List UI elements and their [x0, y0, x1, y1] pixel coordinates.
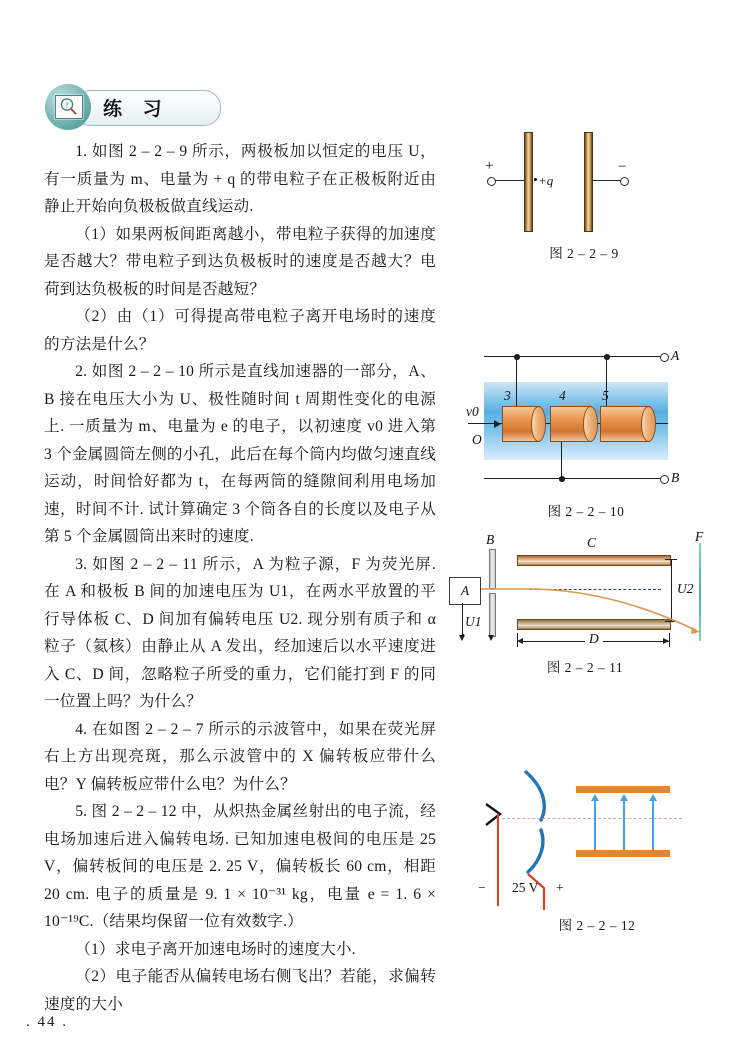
charge-dot: [534, 178, 537, 181]
figure-2-2-9-canvas: [466, 126, 702, 238]
exercise-item-1-sub-2: （2）由（1）可得提高带电粒子离开电场时的速度的方法是什么？: [44, 308, 436, 353]
incoming-beam-line: [468, 423, 496, 424]
cylinder-3-label: 3: [504, 388, 511, 403]
exercise-item-5: 5. 图 2 – 2 – 12 中，从炽热金属丝射出的电子流，经电场加速后进入偏转电场. 已知加速电极间的电压是 25 V，偏转板间的电压是 2. 25 V，偏转板长 60 cm，相距 20 cm. 电子的质量是 9. 1 × 10⁻³¹ kg，电量 e = 1. 6 × 10⁻¹⁹C.（结果均保留一位有效数字.）: [44, 803, 436, 930]
drop-wire-cyl4: [561, 436, 562, 479]
beam-axis-dashed: [502, 818, 682, 819]
figure-2-2-12-canvas: [470, 762, 706, 910]
figure-2-2-12: [470, 762, 706, 934]
top-bus-wire: [484, 356, 660, 357]
field-arrow-1-stem: [594, 800, 596, 850]
cathode-lead-wire: [497, 814, 499, 906]
terminal-a-circle: [660, 353, 669, 362]
exercise-section-header: [45, 84, 220, 130]
minus-terminal-label: −: [478, 880, 486, 895]
figure-2-2-10: [466, 346, 706, 520]
drop-wire-cyl3: [516, 356, 517, 410]
cylinder-4-cap: [583, 406, 598, 442]
figure-2-2-11-caption: 图 2 – 2 – 11: [546, 660, 624, 675]
field-arrow-1-head: [591, 794, 599, 801]
figure-2-2-10-canvas: [466, 346, 706, 496]
positive-sign-label: +: [485, 158, 494, 174]
terminal-b-circle: [660, 475, 669, 484]
positive-terminal: [487, 177, 496, 186]
negative-sign-label: −: [618, 159, 627, 175]
screen-label: F: [695, 529, 704, 544]
cylinder-3-cap: [531, 406, 546, 442]
particle-trajectory: [437, 527, 715, 652]
positive-lead: [493, 180, 525, 181]
exercise-item-5-sub-1: （1）求电子离开加速电场时的速度大小.: [75, 940, 356, 958]
negative-lead: [592, 180, 622, 181]
figure-2-2-9-caption: 图 2 – 2 – 9: [549, 246, 619, 261]
exercise-item-1-sub-1: （1）如果两板间距离越小，带电粒子获得的加速度是否越大？带电粒子到达负极板时的速度是否越大？电荷到达负极板的时间是否越短？: [44, 225, 436, 298]
cylinder-5-label: 5: [602, 388, 609, 403]
exercise-item-1: 1. 如图 2 – 2 – 9 所示，两极板加以恒定的电压 U，有一质量为 m、电量为 + q 的带电粒子在正极板附近由静止开始向负极板做直线运动.: [44, 143, 436, 215]
page-number: . 44 .: [26, 1014, 68, 1030]
deflection-plate-top: [576, 786, 670, 793]
plate-c-label: C: [587, 535, 597, 550]
field-arrow-2-head: [620, 794, 628, 801]
incoming-beam-arrowhead: [494, 420, 501, 428]
magnifier-question-icon: [55, 95, 83, 119]
figure-2-2-11-canvas: [437, 527, 715, 652]
exercise-text-column: [44, 138, 436, 1018]
plate-d-label: D: [585, 631, 603, 647]
exercise-item-3: 3. 如图 2 – 2 – 11 所示，A 为粒子源，F 为荧光屏. 在 A 和极板 B 间的加速电压为 U1，在两水平放置的平行导体板 C、D 间加有偏转电压 U2. 现分别有质子和 α 粒子（氦核）由静止从 A 发出，经加速后以水平速度进入 C、D 间，忽略粒子所受的重力，它们能打到 F 的同一位置上吗？为什么？: [44, 555, 436, 710]
particle-source-label: A: [460, 583, 470, 598]
deflection-plate-bottom: [576, 850, 670, 857]
cylinder-4-label: 4: [559, 388, 566, 403]
plus-terminal-label: +: [556, 880, 564, 895]
cylinder-5-cap: [641, 406, 656, 442]
charge-label: +q: [538, 173, 554, 188]
source-voltage-label: 25 V: [512, 880, 539, 895]
figure-2-2-11: [437, 527, 715, 676]
negative-terminal: [620, 177, 629, 186]
figure-2-2-9: [466, 126, 702, 262]
exercise-item-2: 2. 如图 2 – 2 – 10 所示是直线加速器的一部分，A、B 接在电压大小为 U、极性随时间 t 周期性变化的电源上. 一质量为 m、电量为 e 的电子，以初速度 v0 进入第 3 个金属圆筒左侧的小孔，此后在每个筒内均做匀速直线运动，时间恰好都为 t，在每两筒的缝隙间利用电场加速，时间不计. 试计算确定 3 个筒各自的长度以及电子从第 5 个金属圆筒出来时的速度.: [44, 363, 436, 545]
terminal-b-label: B: [671, 470, 680, 485]
figure-2-2-10-caption: 图 2 – 2 – 10: [547, 504, 625, 519]
u1-text: U1: [465, 614, 482, 629]
plate-b-label: B: [486, 532, 495, 547]
exercise-item-5-sub-2: （2）电子能否从偏转电场右侧飞出？若能，求偏转速度的大小: [44, 968, 436, 1013]
svg-text:?: ?: [65, 101, 69, 110]
exercise-item-4: 4. 在如图 2 – 2 – 7 所示的示波管中，如果在荧光屏右上方出现亮斑，那么示波管中的 X 偏转板应带什么电？Y 偏转板应带什么电？为什么？: [44, 720, 436, 793]
field-arrow-3-head: [649, 794, 657, 801]
origin-label: O: [472, 432, 482, 447]
initial-velocity-label: [466, 404, 479, 420]
terminal-a-label: A: [671, 348, 680, 363]
bottom-bus-wire: [484, 478, 660, 479]
figure-2-2-12-caption: 图 2 – 2 – 12: [558, 918, 636, 933]
v0-text: v0: [466, 404, 479, 419]
exercise-header-label: 练 习: [103, 98, 169, 120]
negative-plate: [584, 132, 593, 232]
u2-text: U2: [677, 581, 694, 596]
field-arrow-3-stem: [652, 800, 654, 850]
field-arrow-2-stem: [623, 800, 625, 850]
positive-plate: [524, 132, 533, 232]
